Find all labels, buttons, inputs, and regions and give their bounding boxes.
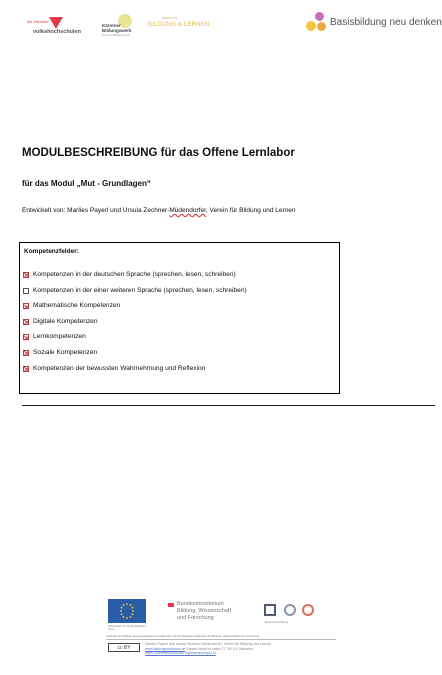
authors-prefix: Entwickelt von: Marlies Payerl und Ursula Zechner- xyxy=(22,207,170,214)
license-text xyxy=(145,642,345,656)
document-subtitle: für das Modul „Mut - Grundlagen“ xyxy=(22,179,151,188)
bb-dot-icon xyxy=(317,22,326,31)
checked-box-icon[interactable] xyxy=(23,334,29,340)
checked-box-icon[interactable] xyxy=(23,272,29,278)
vhs-logo-small-text: die Kärntner xyxy=(27,19,49,24)
competence-label: Digitale Kompetenzen xyxy=(33,317,98,325)
competence-item xyxy=(23,318,247,334)
license-statement: Dieses Werk ist unter CC BY 4.0 lizenziert xyxy=(185,646,254,651)
vhs-logo xyxy=(27,17,91,37)
competence-label: Kompetenzen in der deutschen Sprache (sprechen, lesen, schreiben) xyxy=(33,271,236,278)
competence-item xyxy=(23,302,247,318)
license-url-link[interactable]: https://creativecommons.org/licenses/by/4.0/ xyxy=(145,651,216,656)
kbw-logo-tagline: Wissen & Bildung für alle xyxy=(102,34,130,37)
basisbildung-logo xyxy=(305,12,442,34)
authors-suffix: , Verein für Bildung und Lernen xyxy=(205,207,296,214)
bl-logo-small: VEREIN FÜR xyxy=(162,17,178,20)
horizontal-rule xyxy=(22,405,435,406)
eu-caption: Kofinanziert von der Europäischen Union xyxy=(108,625,147,631)
document-title: MODULBESCHREIBUNG für das Offene Lernlabor xyxy=(22,147,295,159)
competence-item xyxy=(23,349,247,365)
competence-item xyxy=(23,333,247,349)
basisbildung-logo-text: Basisbildung neu denken xyxy=(330,17,442,28)
checked-box-icon[interactable] xyxy=(23,350,29,356)
competence-label: Kompetenzen in der einer weiteren Sprache (sprechen, lesen, schreiben) xyxy=(33,286,247,294)
footer-divider xyxy=(106,639,336,640)
vhs-triangle-icon xyxy=(49,17,63,29)
ministry-logo-text: Bundesministerium Bildung, Wissenschaft und Forschung xyxy=(177,601,232,621)
unchecked-box-icon[interactable] xyxy=(23,288,29,294)
checked-box-icon[interactable] xyxy=(23,303,29,309)
bb-dot-icon xyxy=(315,12,324,21)
bb-dot-icon xyxy=(306,21,316,31)
kbw-logo-name: Kärntner Bildungswerk xyxy=(102,23,132,33)
erwachsenenbildung-logo xyxy=(264,604,318,620)
kbw-logo xyxy=(102,14,140,36)
cc-license-badge: cc BY xyxy=(108,643,140,652)
competence-list xyxy=(23,271,247,380)
license-authors: Marlies Payerl und Ursula Zechner-Müdendorfer, Verein für Bildung und Lernen xyxy=(145,642,272,646)
vhs-logo-name: volkshochschulen xyxy=(33,29,81,35)
website-link[interactable]: www.bildungundlernen.at xyxy=(145,646,186,651)
competence-item xyxy=(23,271,247,287)
competence-item xyxy=(23,287,247,303)
circle-icon xyxy=(302,604,314,616)
competence-label: Kompetenzen der bewussten Wahrnehmung und Reflexion xyxy=(33,364,206,372)
funding-statement: Gefördert aus Mitteln des Europäischen Sozialfonds und des Bundesministeriums für Bildung, Wissenschaft und Forschung xyxy=(106,634,259,638)
competence-box xyxy=(19,242,340,394)
erwachsenenbildung-text: Erwachsenenbildung xyxy=(265,621,289,624)
competence-heading: Kompetenzfelder: xyxy=(24,248,79,255)
competence-item xyxy=(23,365,247,381)
checked-box-icon[interactable] xyxy=(23,366,29,372)
square-icon xyxy=(264,604,276,616)
eu-flag-icon xyxy=(108,599,146,623)
checked-box-icon[interactable] xyxy=(23,319,29,325)
competence-label: Soziale Kompetenzen xyxy=(33,348,98,356)
austria-flag-icon xyxy=(168,603,174,607)
authors-line xyxy=(22,207,296,214)
competence-label: Lernkompetenzen xyxy=(33,333,86,341)
bildung-lernen-logo: BILDUNG & LERNEN xyxy=(148,22,210,28)
circle-icon xyxy=(284,604,296,616)
authors-name-spellcheck: Müdendorfer xyxy=(169,207,206,214)
competence-label: Mathematische Kompetenzen xyxy=(33,302,121,310)
